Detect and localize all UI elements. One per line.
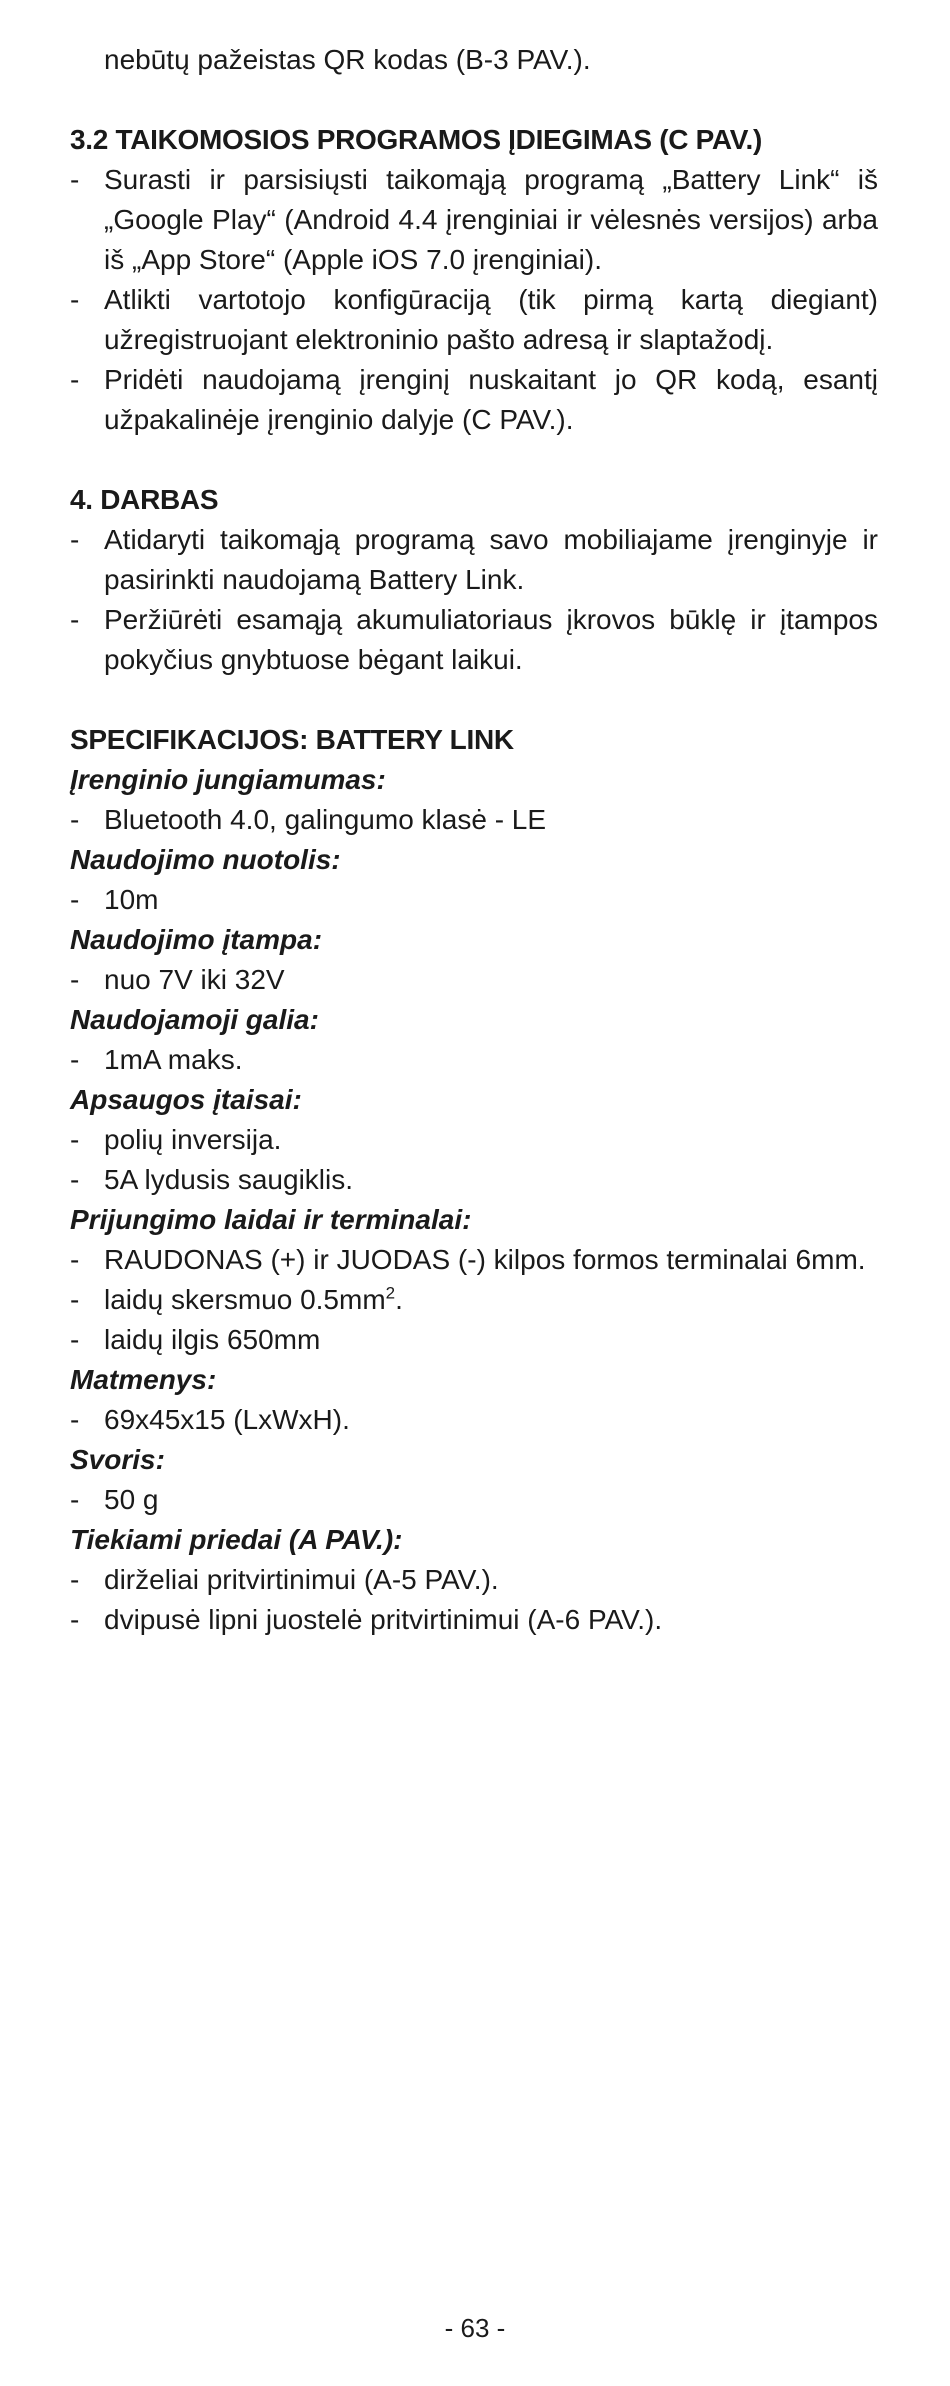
bullet-dash: - (70, 604, 80, 635)
list-item-text: Pridėti naudojamą įrenginį nuskaitant jo QR kodą, esantį užpakalinėje įrenginio dalyje (C PAV.). (104, 364, 878, 435)
spec-item (70, 1280, 878, 1320)
spec-item (70, 1160, 878, 1200)
spec-item-text: 1mA maks. (104, 1044, 243, 1075)
bullet-dash: - (70, 364, 80, 395)
list-item (70, 160, 878, 280)
document-page (70, 40, 878, 1640)
specs-title: SPECIFIKACIJOS: BATTERY LINK (70, 724, 514, 755)
spec-item-text: laidų ilgis 650mm (104, 1324, 321, 1355)
spec-item-text: Bluetooth 4.0, galingumo klasė - LE (104, 804, 547, 835)
spec-item-text-wrapper (104, 1280, 878, 1320)
bullet-dash: - (70, 964, 80, 995)
bullet-dash: - (70, 1244, 80, 1275)
spec-item-text: polių inversija. (104, 1124, 282, 1155)
spec-label-connectivity: Įrenginio jungiamumas: (70, 764, 386, 795)
spec-item-text: dirželiai pritvirtinimui (A-5 PAV.). (104, 1564, 499, 1595)
bullet-dash: - (70, 1284, 80, 1315)
spec-item (70, 1400, 878, 1440)
spec-item-text: nuo 7V iki 32V (104, 964, 285, 995)
spacer (70, 440, 878, 480)
spec-item-text-end: . (395, 1284, 403, 1315)
spec-item-text: dvipusė lipni juostelė pritvirtinimui (A-6 PAV.). (104, 1604, 663, 1635)
spec-label-accessories: Tiekiami priedai (A PAV.): (70, 1524, 403, 1555)
bullet-dash: - (70, 1404, 80, 1435)
spec-label-cables: Prijungimo laidai ir terminalai: (70, 1204, 472, 1235)
list-item (70, 360, 878, 440)
bullet-dash: - (70, 1164, 80, 1195)
bullet-dash: - (70, 1124, 80, 1155)
spec-item-text: 10m (104, 884, 159, 915)
list-item-text: Surasti ir parsisiųsti taikomąją programą „Battery Link“ iš „Google Play“ (Android 4.4 įrenginiai ir vėlesnės versijos) arba iš „App Store“ (Apple iOS 7.0 įrenginiai). (104, 164, 878, 275)
page-number: - 63 - (444, 2313, 506, 2343)
spec-item (70, 1240, 878, 1280)
bullet-dash: - (70, 164, 80, 195)
spec-label-power: Naudojamoji galia: (70, 1004, 319, 1035)
bullet-dash: - (70, 884, 80, 915)
spacer (70, 680, 878, 720)
spec-item (70, 1600, 878, 1640)
spec-item (70, 1320, 878, 1360)
spec-item (70, 1120, 878, 1160)
list-item-text: Atlikti vartotojo konfigūraciją (tik pirmą kartą diegiant) užregistruojant elektroninio pašto adresą ir slaptažodį. (104, 284, 878, 355)
spec-item (70, 880, 878, 920)
spec-label-voltage: Naudojimo įtampa: (70, 924, 323, 955)
spec-label-dimensions: Matmenys: (70, 1364, 217, 1395)
spacer (70, 80, 878, 120)
bullet-dash: - (70, 1604, 80, 1635)
spec-item (70, 800, 878, 840)
spec-item (70, 1480, 878, 1520)
list-item (70, 520, 878, 600)
spec-item-text: 5A lydusis saugiklis. (104, 1164, 354, 1195)
bullet-dash: - (70, 1564, 80, 1595)
spec-label-protection: Apsaugos įtaisai: (70, 1084, 302, 1115)
list-item (70, 600, 878, 680)
spec-label-range: Naudojimo nuotolis: (70, 844, 341, 875)
section-install-title: 3.2 TAIKOMOSIOS PROGRAMOS ĮDIEGIMAS (C PAV.) (70, 124, 763, 155)
spec-item (70, 1560, 878, 1600)
superscript: 2 (385, 1283, 396, 1303)
spec-item-text: RAUDONAS (+) ir JUODAS (-) kilpos formos terminalai 6mm. (104, 1244, 866, 1275)
list-item-text: Peržiūrėti esamąją akumuliatoriaus įkrovos būklę ir įtampos pokyčius gnybtuose bėgant laikui. (104, 604, 878, 675)
list-item (70, 280, 878, 360)
bullet-dash: - (70, 1324, 80, 1355)
continuation-text: nebūtų pažeistas QR kodas (B-3 PAV.). (104, 44, 591, 75)
spec-item-text: laidų skersmuo 0.5mm (104, 1284, 386, 1315)
bullet-dash: - (70, 1484, 80, 1515)
bullet-dash: - (70, 524, 80, 555)
spec-item-text: 50 g (104, 1484, 159, 1515)
spec-item (70, 960, 878, 1000)
section-work-title: 4. DARBAS (70, 484, 219, 515)
bullet-dash: - (70, 284, 80, 315)
spec-item (70, 1040, 878, 1080)
bullet-dash: - (70, 804, 80, 835)
spec-item-text: 69x45x15 (LxWxH). (104, 1404, 350, 1435)
spec-label-weight: Svoris: (70, 1444, 165, 1475)
bullet-dash: - (70, 1044, 80, 1075)
list-item-text: Atidaryti taikomąją programą savo mobiliajame įrenginyje ir pasirinkti naudojamą Battery Link. (104, 524, 878, 595)
